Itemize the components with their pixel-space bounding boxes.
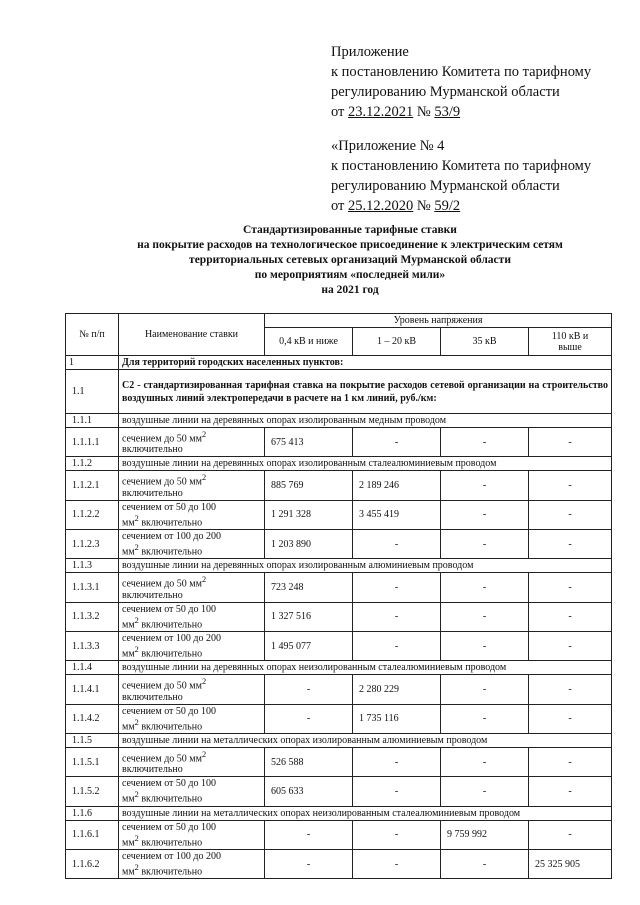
rate-value-v3: -	[441, 573, 529, 602]
rate-value-v3: -	[441, 675, 529, 704]
table-row	[66, 414, 612, 428]
title-line: территориальных сетевых организаций Мурманской области	[189, 254, 511, 266]
row-number: 1.1.5.2	[66, 777, 119, 806]
cross-section-name	[119, 747, 265, 776]
rate-value-v2: 3 455 419	[353, 500, 441, 529]
rate-value-v3: -	[441, 529, 529, 558]
rate-value-v2: -	[353, 777, 441, 806]
rate-value-v3: -	[441, 500, 529, 529]
appendix-line: Приложение	[331, 44, 409, 60]
name-line2-suffix: включительно	[138, 618, 203, 630]
squared-mark: 2	[201, 749, 207, 759]
name-line1: сечением от 100 до 200	[122, 530, 222, 542]
rate-value-v1: -	[265, 820, 353, 849]
squared-mark: 2	[201, 430, 207, 439]
name-line2-suffix: включительно	[138, 720, 203, 732]
date-prefix: от	[331, 104, 349, 120]
rate-value-v4: 25 325 905	[529, 849, 612, 878]
row-number: 1.1.6	[66, 806, 119, 820]
table-row	[66, 529, 612, 558]
rate-value-v1: 1 291 328	[265, 500, 353, 529]
rate-value-v4: -	[529, 500, 612, 529]
row-number: 1.1.4.1	[66, 675, 119, 704]
name-line1: сечением до 50 мм	[122, 753, 202, 765]
appendix-line: к постановлению Комитета по тарифному	[331, 158, 592, 174]
rate-value-v4: -	[529, 602, 612, 631]
rate-value-v3: -	[441, 602, 529, 631]
rate-description: С2 - стандартизированная тарифная ставка на покрытие расходов сетевой организации на строительство воздушных линий электропередачи в расчете на 1 км линий, руб./км:	[119, 370, 612, 414]
row-number: 1.1.2.2	[66, 500, 119, 529]
table-row	[66, 428, 612, 457]
rate-value-v4: -	[529, 704, 612, 733]
name-line2: включительно	[122, 487, 183, 499]
appendix-date-line	[331, 196, 591, 216]
cross-section-name	[119, 428, 265, 457]
rate-value-v1: 885 769	[265, 471, 353, 500]
resolution-number: 59/2	[434, 198, 461, 214]
name-line2: мм	[122, 836, 135, 848]
row-number: 1.1.3.1	[66, 573, 119, 602]
name-line2: мм	[122, 618, 135, 630]
name-line1: сечением до 50 мм	[122, 578, 202, 590]
rate-value-v1: 723 248	[265, 573, 353, 602]
row-number: 1.1.5	[66, 733, 119, 747]
appendix-line: регулированию Мурманской области	[331, 84, 560, 100]
table-row	[66, 849, 612, 878]
cross-section-name	[119, 849, 265, 878]
rate-value-v3: -	[441, 777, 529, 806]
resolution-date: 25.12.2020	[348, 198, 414, 214]
rate-value-v1: -	[265, 704, 353, 733]
table-row	[66, 777, 612, 806]
name-line1: сечением от 50 до 100	[122, 501, 217, 513]
rate-value-v2: -	[353, 820, 441, 849]
name-line1: сечением от 50 до 100	[122, 821, 217, 833]
row-number: 1	[66, 356, 119, 370]
name-line1: сечением от 50 до 100	[122, 778, 217, 790]
group-heading: воздушные линии на металлических опорах изолированным алюминиевым проводом	[119, 733, 612, 747]
squared-mark: 2	[201, 677, 207, 687]
date-prefix: от	[331, 198, 349, 214]
appendix-line: регулированию Мурманской области	[331, 178, 560, 194]
row-number: 1.1.6.2	[66, 849, 119, 878]
squared-mark: 2	[134, 790, 139, 800]
cross-section-name	[119, 704, 265, 733]
title-line: Стандартизированные тарифные ставки	[243, 224, 457, 236]
header-voltage-35: 35 кВ	[441, 328, 529, 356]
rate-value-v1: 1 327 516	[265, 602, 353, 631]
name-line2: мм	[122, 793, 135, 805]
row-number: 1.1.2	[66, 457, 119, 471]
name-line1: сечением до 50 мм	[122, 680, 202, 692]
rate-value-v1: 1 495 077	[265, 631, 353, 660]
name-line2: мм	[122, 720, 135, 732]
squared-mark: 2	[134, 833, 139, 843]
rate-value-v4: -	[529, 631, 612, 660]
row-number: 1.1.1.1	[66, 428, 119, 457]
name-line2: включительно	[122, 764, 183, 776]
header-number: № п/п	[66, 314, 119, 356]
appendix-block-current	[331, 42, 591, 122]
rate-value-v2: 1 735 116	[353, 704, 441, 733]
rate-value-v1: 675 413	[265, 428, 353, 457]
header-voltage-110-line1: 110 кВ и	[551, 330, 589, 342]
group-heading: воздушные линии на деревянных опорах изолированным алюминиевым проводом	[119, 559, 612, 573]
squared-mark: 2	[134, 862, 139, 872]
rate-value-v2: -	[353, 573, 441, 602]
row-number: 1.1.4.2	[66, 704, 119, 733]
row-number: 1.1.6.1	[66, 820, 119, 849]
row-number: 1.1.5.1	[66, 747, 119, 776]
rate-value-v4: -	[529, 820, 612, 849]
table-row	[66, 457, 612, 471]
table-row	[66, 820, 612, 849]
rate-value-v2: -	[353, 849, 441, 878]
name-line1: сечением от 50 до 100	[122, 603, 217, 615]
squared-mark: 2	[134, 717, 139, 727]
document-title	[60, 223, 640, 298]
appendix-line: к постановлению Комитета по тарифному	[331, 64, 592, 80]
name-line2: включительно	[122, 691, 183, 703]
header-voltage-04: 0,4 кВ и ниже	[265, 328, 353, 356]
name-line1: сечением от 50 до 100	[122, 705, 217, 717]
table-row	[66, 631, 612, 660]
name-line1: сечением от 100 до 200	[122, 850, 222, 862]
resolution-date: 23.12.2021	[348, 104, 414, 120]
squared-mark: 2	[134, 513, 139, 523]
rate-value-v4: -	[529, 428, 612, 457]
rate-value-v4: -	[529, 747, 612, 776]
cross-section-name	[119, 675, 265, 704]
rate-value-v3: -	[441, 631, 529, 660]
rate-value-v1: -	[265, 675, 353, 704]
table-row	[66, 733, 612, 747]
header-voltage-110	[529, 328, 612, 356]
row-number: 1.1.4	[66, 661, 119, 675]
cross-section-name	[119, 529, 265, 558]
row-number: 1.1	[66, 370, 119, 414]
rate-value-v2: -	[353, 747, 441, 776]
header-name: Наименование ставки	[119, 314, 265, 356]
name-line2-suffix: включительно	[138, 516, 203, 528]
group-heading: воздушные линии на деревянных опорах неизолированным сталеалюминиевым проводом	[119, 661, 612, 675]
table-row	[66, 747, 612, 776]
rate-value-v2: 2 280 229	[353, 675, 441, 704]
table-row	[66, 370, 612, 414]
rate-value-v1: -	[265, 849, 353, 878]
table-row	[66, 806, 612, 820]
cross-section-name	[119, 602, 265, 631]
rate-value-v2: 2 189 246	[353, 471, 441, 500]
rate-value-v1: 1 203 890	[265, 529, 353, 558]
name-line1: сечением до 50 мм	[122, 476, 202, 488]
appendix-block-original	[331, 136, 591, 216]
resolution-number: 53/9	[434, 104, 461, 120]
squared-mark: 2	[134, 542, 139, 552]
section-heading: Для территорий городских населенных пунктов:	[119, 356, 612, 370]
title-line: на покрытие расходов на технологическое присоединение к электрическим сетям	[137, 239, 563, 251]
name-line2-suffix: включительно	[138, 546, 203, 558]
table-row	[66, 602, 612, 631]
rate-value-v3: -	[441, 747, 529, 776]
rate-value-v4: -	[529, 675, 612, 704]
rate-value-v2: -	[353, 602, 441, 631]
table-row	[66, 500, 612, 529]
table-row	[66, 704, 612, 733]
appendix-line: «Приложение № 4	[331, 138, 445, 154]
rate-value-v3: -	[441, 428, 529, 457]
table-row	[66, 559, 612, 573]
table-row	[66, 675, 612, 704]
name-line2-suffix: включительно	[138, 793, 203, 805]
row-number: 1.1.2.3	[66, 529, 119, 558]
row-number: 1.1.2.1	[66, 471, 119, 500]
header-voltage-1-20: 1 – 20 кВ	[353, 328, 441, 356]
squared-mark: 2	[134, 615, 139, 625]
name-line2-suffix: включительно	[138, 836, 203, 848]
name-line1: сечением до 50 мм	[122, 433, 202, 445]
rate-value-v2: -	[353, 529, 441, 558]
group-heading: воздушные линии на деревянных опорах изолированным сталеалюминиевым проводом	[119, 457, 612, 471]
name-line2: мм	[122, 516, 135, 528]
squared-mark: 2	[134, 644, 139, 654]
cross-section-name	[119, 471, 265, 500]
header-voltage-level: Уровень напряжения	[265, 314, 612, 328]
row-number: 1.1.3.3	[66, 631, 119, 660]
cross-section-name	[119, 820, 265, 849]
rate-value-v3: 9 759 992	[441, 820, 529, 849]
cross-section-name	[119, 500, 265, 529]
cross-section-name	[119, 631, 265, 660]
cross-section-name	[119, 573, 265, 602]
header-voltage-110-line2: выше	[558, 341, 582, 353]
table-row	[66, 661, 612, 675]
group-heading: воздушные линии на деревянных опорах изолированным медным проводом	[119, 414, 612, 428]
name-line2: включительно	[122, 444, 183, 456]
rate-value-v3: -	[441, 704, 529, 733]
row-number: 1.1.1	[66, 414, 119, 428]
name-line2-suffix: включительно	[138, 866, 203, 878]
group-heading: воздушные линии на металлических опорах неизолированным сталеалюминиевым проводом	[119, 806, 612, 820]
name-line2: включительно	[122, 589, 183, 601]
table-row	[66, 471, 612, 500]
rate-value-v4: -	[529, 529, 612, 558]
rate-value-v4: -	[529, 777, 612, 806]
row-number: 1.1.3	[66, 559, 119, 573]
cross-section-name	[119, 777, 265, 806]
name-line2: мм	[122, 866, 135, 878]
name-line2: мм	[122, 546, 135, 558]
rate-value-v2: -	[353, 631, 441, 660]
table-body	[66, 356, 612, 879]
rate-value-v4: -	[529, 471, 612, 500]
rate-value-v3: -	[441, 471, 529, 500]
number-sign: №	[413, 198, 435, 214]
title-line: по мероприятиям «последней мили»	[254, 269, 446, 281]
rate-value-v4: -	[529, 573, 612, 602]
number-sign: №	[413, 104, 435, 120]
squared-mark: 2	[201, 473, 207, 483]
appendix-date-line	[331, 102, 591, 122]
rate-value-v1: 526 588	[265, 747, 353, 776]
table-row	[66, 356, 612, 370]
name-line2: мм	[122, 648, 135, 660]
tariff-table	[65, 313, 612, 879]
table-row	[66, 573, 612, 602]
name-line1: сечением от 100 до 200	[122, 632, 222, 644]
rate-value-v2: -	[353, 428, 441, 457]
squared-mark: 2	[201, 575, 207, 585]
title-line: на 2021 год	[321, 284, 379, 296]
name-line2-suffix: включительно	[138, 648, 203, 660]
rate-value-v3: -	[441, 849, 529, 878]
rate-value-v1: 605 633	[265, 777, 353, 806]
row-number: 1.1.3.2	[66, 602, 119, 631]
